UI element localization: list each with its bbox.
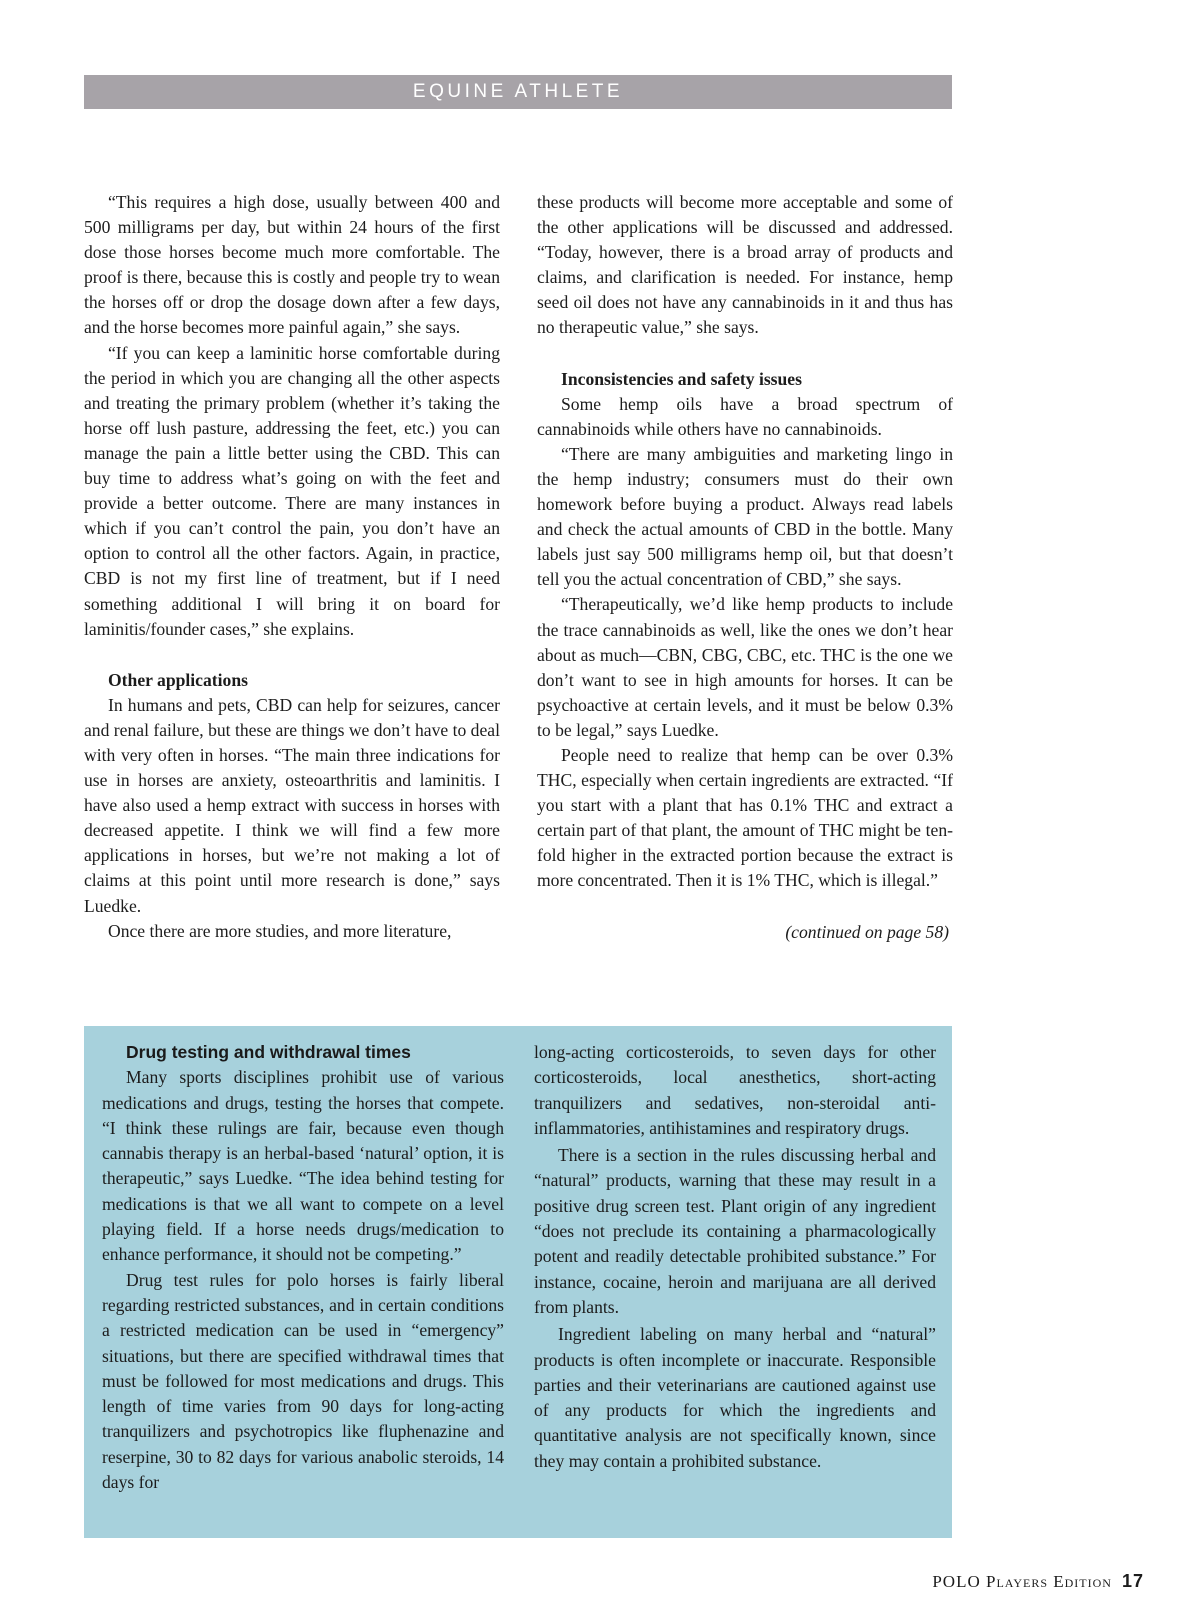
sidebar-column-right [534,1040,936,1474]
article-paragraph: “If you can keep a laminitic horse comfortable during the period in which you are changing all the other aspects and treating the primary problem (whether it’s taking the horse off lush pasture, addressing the feet, etc.) you can manage the pain a little better using the CBD. This can buy time to address what’s going on with the feet and provide a better outcome. There are many instances in which if you can’t control the pain, you don’t have an option to control all the other factors. Again, in practice, CBD is not my first line of treatment, but if I need something additional I will bring it on board for laminitis/founder cases,” she explains. [84,342,500,639]
article-paragraph: Once there are more studies, and more literature, [108,920,452,941]
sidebar-column-left [102,1040,504,1495]
sidebar-paragraph: long-acting corticosteroids, to seven days for other corticosteroids, local anesthetics, short-acting tranquilizers and sedatives, non-steroidal anti-inflammatories, antihistamines and respiratory drugs. [534,1042,936,1138]
article-column-left [84,190,500,944]
page-number: 17 [1121,1571,1144,1591]
article-column-right [537,190,953,945]
page-footer [932,1571,1144,1592]
section-header: EQUINE ATHLETE [84,75,952,109]
article-paragraph: “This requires a high dose, usually between 400 and 500 milligrams per day, but within 24 hours of the first dose those horses become much more comfortable. The proof is there, because this is costly and people try to wean the horses off or drop the dosage down after a few days, and the horse becomes more painful again,” she says. [84,192,500,338]
sidebar-heading: Drug testing and withdrawal times [126,1042,411,1062]
article-paragraph: In humans and pets, CBD can help for seizures, cancer and renal failure, but these are things we don’t have to deal with very often in horses. “The main three indications for use in horses are anxiety, osteoarthritis and laminitis. I have also used a hemp extract with success in horses with decreased appetite. I think we will find a few more applications in horses, but we’re not making a lot of claims at this point until more research is done,” says Luedke. [84,694,500,916]
sidebar-paragraph: Drug test rules for polo horses is fairly liberal regarding restricted substances, and in certain conditions a restricted medication can be used in “emergency” situations, but there are specified withdrawal times that must be followed for most medications and drugs. This length of time varies from 90 days for long-acting tranquilizers and psychotropics like fluphenazine and reserpine, 30 to 82 days for various anabolic steroids, 14 days for [102,1269,504,1493]
sidebar-paragraph: Ingredient labeling on many herbal and “natural” products is often incomplete or inaccurate. Responsible parties and their veterinarians are cautioned against use of any products for which the ingredients and quantitative analysis are not specifically known, since they may contain a prohibited substance. [534,1324,936,1471]
subheading-other-applications: Other applications [108,669,248,690]
article-paragraph: “There are many ambiguities and marketing lingo in the hemp industry; consumers must do their own homework before buying a product. Always read labels and check the actual amounts of CBD in the bottle. Many labels just say 500 milligrams hemp oil, but that doesn’t tell you the actual concentration of CBD,” she says. [537,443,953,590]
sidebar-box [84,1026,952,1538]
sidebar-paragraph: Many sports disciplines prohibit use of various medications and drugs, testing the horses that compete. “I think these rulings are fair, because even though cannabis therapy is an herbal-based ‘natural’ option, it is therapeutic,” says Luedke. “The idea behind testing for medications is that we all want to compete on a level playing field. If a horse needs drugs/medication to enhance performance, it should not be competing.” [102,1067,504,1265]
article-paragraph: “Therapeutically, we’d like hemp products to include the trace cannabinoids as well, like the ones we don’t hear about as much—CBN, CBG, CBC, etc. THC is the one we don’t want to see in high amounts for horses. It can be psychoactive at certain levels, and it must be below 0.3% to be legal,” says Luedke. [537,594,953,740]
sidebar-paragraph: There is a section in the rules discussing herbal and “natural” products, warning that these may result in a positive drug screen test. Plant origin of any ingredient “does not preclude its containing a pharmacologically potent and readily detectable prohibited substance.” For instance, cocaine, heroin and marijuana are all derived from plants. [534,1145,936,1317]
article-paragraph: these products will become more acceptable and some of the other applications will be discussed and addressed. “Today, however, there is a broad array of products and claims, and clarification is needed. For instance, hemp seed oil does not have any cannabinoids in it and thus has no therapeutic value,” she says. [537,192,953,338]
subheading-inconsistencies: Inconsistencies and safety issues [561,368,802,389]
article-paragraph: People need to realize that hemp can be over 0.3% THC, especially when certain ingredients are extracted. “If you start with a plant that has 0.1% THC and extract a certain part of that plant, the amount of THC might be ten-fold higher in the extracted portion because the extract is more concentrated. Then it is 1% THC, which is illegal.” [537,744,953,891]
publication-name: POLO Players Edition [932,1572,1112,1591]
article-paragraph: Some hemp oils have a broad spectrum of cannabinoids while others have no cannabinoids. [537,393,953,439]
continued-note: (continued on page 58) [785,921,949,942]
